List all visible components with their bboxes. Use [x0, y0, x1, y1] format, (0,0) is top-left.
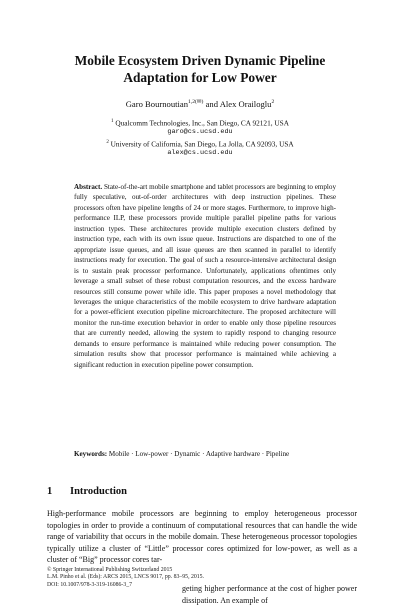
paper-title — [30, 53, 370, 86]
keywords — [74, 449, 336, 459]
affiliation-text: Qualcomm Technologies, Inc., San Diego, CA 92121, USA — [115, 118, 289, 128]
section-heading — [47, 486, 357, 497]
author-name: Alex Orailoglu — [219, 98, 272, 109]
title-line-2: Adaptation for Low Power — [123, 69, 277, 85]
abstract-label: Abstract. — [74, 183, 103, 191]
doi-line[interactable]: DOI: 10.1007/978-3-319-16086-3_7 — [47, 581, 133, 588]
title-line-1: Mobile Ecosystem Driven Dynamic Pipeline — [74, 53, 326, 68]
copyright-line: © Springer International Publishing Switzerland 2015 — [47, 567, 173, 573]
affiliation-text: University of California, San Diego, La Jolla, CA 92093, USA — [110, 139, 294, 149]
author-list — [30, 97, 370, 110]
author-affiliation-marker: 1,2(✉) — [188, 99, 204, 105]
section-title: Introduction — [70, 486, 127, 497]
keywords-label: Keywords: — [74, 450, 108, 458]
author-affiliation-marker: 2 — [271, 99, 275, 105]
affiliation-marker: 2 — [106, 139, 109, 145]
introduction-paragraph: High-performance mobile processors are beginning to employ heterogeneous processor topologies in order to provide a continuum of computational resources that can handle the wide range of variability that occurs in the mobile domain. These heterogeneous processor topologies typically utilize a cluster of “Little” processor cores optimized for low-power, as well as a cluster of “Big” processor cores tar- — [47, 509, 357, 565]
author-email[interactable]: garo@cs.ucsd.edu — [167, 128, 233, 137]
abstract-text: State-of-the-art mobile smartphone and tablet processors are beginning to employ fully speculative, out-of-order architectures with deep instruction pipelines. These processors often have pipeline lengths of 24 or more stages. Furthermore, to improve high-performance ILP, these processors provide multiple parallel pipeline paths for various instruction types. These architectures provide multiple execution clusters defined by instruction type, each with its own issue queue. Instructions are dispatched to one of the appropriate issue queues, and all issue queues are then scanned in parallel to identify instructions ready for execution. The goal of such a resource-intensive architectural design is to sustain peak processor performance. Unfortunately, applications oftentimes only leverage a small subset of these robust computation resources, and the excess hardware resources still consume power while idle. This paper proposes a novel methodology that leverages the unique characteristics of the mobile ecosystem to drive hardware adaptation for a power-efficient execution pipeline microarchitecture. The proposed architecture will monitor the run-time execution behavior in order to enable only those pipeline resources that are currently needed, allowing the system to rapidly respond to changing resource demands to ensure performance is maintained while reducing power consumption. The simulation results show that processor performance is maintained while achieving a significant reduction in execution pipeline power consumption. — [74, 183, 336, 369]
introduction-continuation: geting higher performance at the cost of higher power dissipation. An example of — [182, 584, 357, 605]
affiliation-2 — [30, 138, 370, 149]
citation-line: L.M. Pinho et al. (Eds): ARCS 2015, LNCS 9017, pp. 83–95, 2015. — [47, 574, 205, 581]
authors-conjunction: and — [205, 98, 218, 109]
affiliation-1 — [30, 117, 370, 128]
section-number: 1 — [47, 486, 53, 497]
author-email[interactable]: alex@cs.ucsd.edu — [167, 148, 233, 157]
affiliations — [30, 117, 370, 158]
abstract — [74, 182, 336, 370]
author-name: Garo Bournoutian — [125, 98, 189, 109]
affiliation-marker: 1 — [111, 119, 114, 124]
keywords-text: Mobile · Low-power · Dynamic · Adaptive hardware · Pipeline — [108, 450, 290, 458]
